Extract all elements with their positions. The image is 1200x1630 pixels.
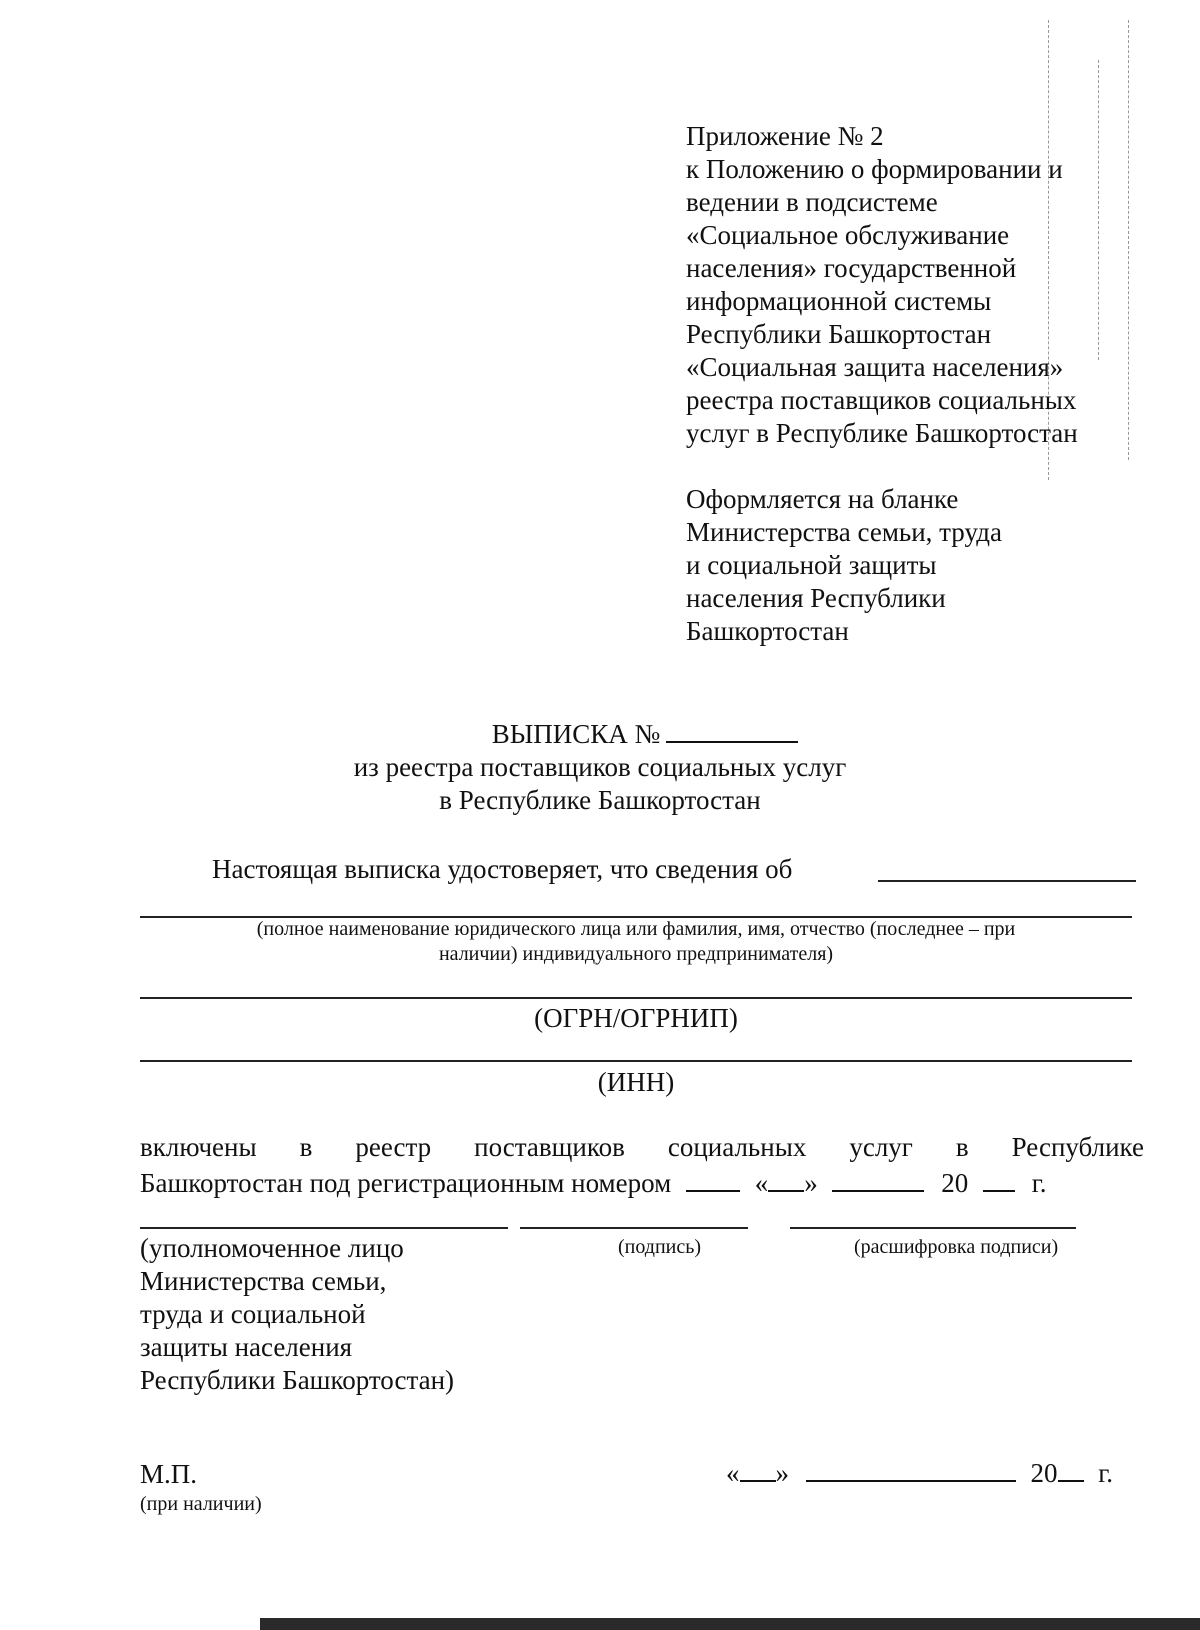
authorized-person-caption — [140, 1232, 454, 1397]
caption-line: наличии) индивидуального предпринимателя) — [438, 943, 834, 965]
registration-line — [140, 1166, 1046, 1199]
date-line — [726, 1456, 1113, 1489]
authorized-line: (уполномоченное лицо — [140, 1233, 404, 1263]
entity-name-blank[interactable] — [878, 880, 1136, 882]
title-region: в Республике Башкортостан — [439, 785, 761, 815]
registration-number-blank[interactable] — [686, 1166, 740, 1192]
appendix-line: Приложение № 2 — [686, 121, 884, 151]
date-year-blank[interactable] — [1058, 1456, 1084, 1482]
title-subtitle: из реестра поставщиков социальных услуг — [353, 752, 847, 782]
inn-caption: (ИНН) — [597, 1067, 675, 1097]
registration-text: Башкортостан под регистрационным номером — [140, 1168, 672, 1198]
scan-artifact — [1128, 20, 1130, 460]
word: реестр — [355, 1132, 432, 1162]
date-year-prefix: 20 — [1030, 1458, 1058, 1488]
document-title — [0, 718, 1200, 817]
appendix-line: Республики Башкортостан — [686, 319, 992, 349]
reg-year-suffix: г. — [1031, 1168, 1047, 1198]
signature-decoding-line[interactable] — [790, 1227, 1076, 1229]
entity-name-caption — [140, 917, 1132, 967]
appendix-line: ведении в подсистеме — [686, 187, 938, 217]
word: в — [299, 1132, 313, 1162]
authorized-person-line[interactable] — [140, 1227, 508, 1229]
scan-artifact — [1098, 60, 1100, 360]
ogrn-line[interactable] — [140, 997, 1132, 999]
quote-open: « — [726, 1458, 740, 1488]
appendix-line: услуг в Республике Башкортостан — [686, 418, 1078, 448]
reg-year-prefix: 20 — [941, 1168, 969, 1198]
scan-edge-shadow — [260, 1618, 1200, 1630]
word: Республике — [1011, 1132, 1144, 1162]
inn-line[interactable] — [140, 1060, 1132, 1062]
quote-close: » — [804, 1168, 818, 1198]
signature-caption: (подпись) — [618, 1236, 702, 1258]
title-heading-line — [0, 718, 1200, 751]
authorized-line: Республики Башкортостан) — [140, 1365, 455, 1395]
certifies-text: Настоящая выписка удостоверяет, что сведения об — [212, 854, 793, 884]
appendix-line: населения» государственной — [686, 253, 1017, 283]
appendix-line: реестра поставщиков социальных — [686, 385, 1077, 415]
form-note-line: Министерства семьи, труда — [686, 517, 1002, 547]
form-note-line: Оформляется на бланке — [686, 484, 959, 514]
quote-open: « — [754, 1168, 769, 1198]
authorized-line: труда и социальной — [140, 1299, 366, 1329]
word: социальных — [667, 1132, 807, 1162]
appendix-line: «Социальная защита населения» — [686, 352, 1064, 382]
reg-month-blank[interactable] — [832, 1166, 924, 1192]
reg-year-blank[interactable] — [983, 1166, 1015, 1192]
form-note-line: Башкортостан — [686, 616, 849, 646]
stamp-note: (при наличии) — [140, 1493, 262, 1515]
form-note-line: населения Республики — [686, 583, 946, 613]
authorized-line: Министерства семьи, — [140, 1266, 387, 1296]
reg-day-blank[interactable] — [768, 1166, 804, 1192]
date-year-suffix: г. — [1098, 1458, 1114, 1488]
word: поставщиков — [474, 1132, 625, 1162]
word: в — [955, 1132, 969, 1162]
word: включены — [140, 1132, 257, 1162]
word: услуг — [849, 1132, 913, 1162]
extract-number-blank[interactable] — [666, 719, 798, 743]
included-line — [140, 1132, 1144, 1163]
title-heading: ВЫПИСКА № — [491, 719, 661, 749]
appendix-line: к Положению о формировании и — [686, 154, 1063, 184]
appendix-line: «Социальное обслуживание — [686, 220, 1010, 250]
form-note-line: и социальной защиты — [686, 550, 937, 580]
ogrn-caption: (ОГРН/ОГРНИП) — [534, 1003, 738, 1033]
date-month-blank[interactable] — [806, 1456, 1016, 1482]
appendix-block — [686, 120, 1078, 648]
signature-decoding-caption: (расшифровка подписи) — [854, 1236, 1059, 1258]
appendix-line: информационной системы — [686, 286, 992, 316]
caption-line: (полное наименование юридического лица или фамилия, имя, отчество (последнее – при — [256, 918, 1016, 940]
quote-close: » — [775, 1458, 789, 1488]
authorized-line: защиты населения — [140, 1332, 353, 1362]
signature-line[interactable] — [520, 1227, 748, 1229]
stamp-label: М.П. — [140, 1459, 198, 1489]
date-day-blank[interactable] — [740, 1456, 776, 1482]
